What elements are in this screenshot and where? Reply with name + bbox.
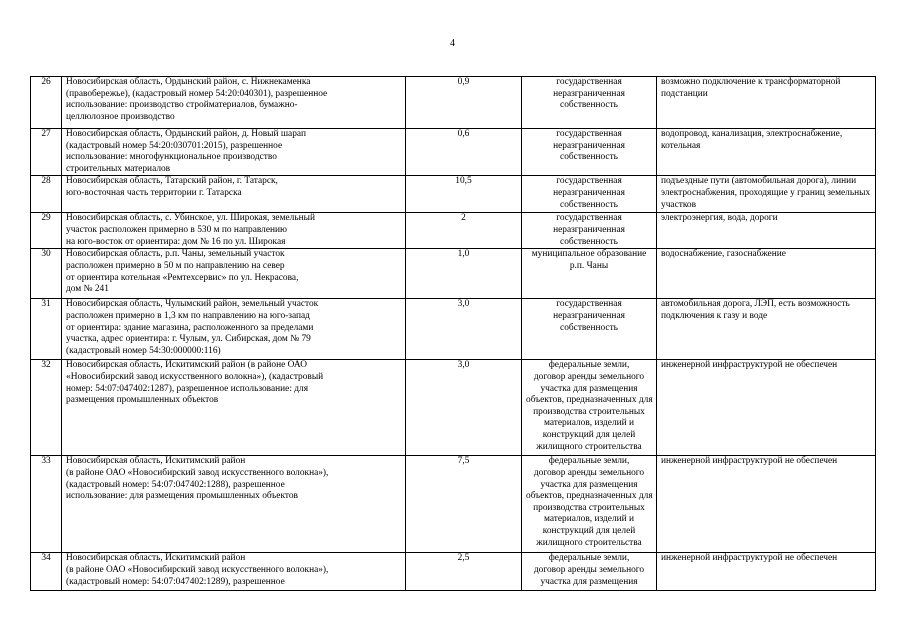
location-cell xyxy=(62,213,406,249)
location-cell-line: (в районе ОАО «Новосибирский завод искусственного волокна»), xyxy=(66,564,329,575)
location-cell-line: участка, адрес ориентира: г. Чулым, ул. Сибирская, дом № 79 xyxy=(66,334,311,345)
location-cell-line: от ориентира котельная «Ремтехсервис» по ул. Некрасова, xyxy=(66,272,299,283)
row-number-cell: 27 xyxy=(31,129,62,176)
ownership-cell xyxy=(522,249,657,299)
ownership-cell-line: собственность xyxy=(560,152,618,163)
row-number-cell: 30 xyxy=(31,249,62,299)
location-cell-line: на юго-восток от ориентира: дом № 16 по ул. Широкая xyxy=(66,236,286,247)
location-cell-line: от ориентира: здание магазина, расположенного за пределами xyxy=(66,322,314,333)
ownership-cell-line: государственная xyxy=(556,129,622,139)
infrastructure-cell xyxy=(657,553,876,591)
infrastructure-cell xyxy=(657,360,876,456)
infrastructure-cell-line: инженерной инфраструктурой не обеспечен xyxy=(661,456,838,467)
ownership-cell-line: объектов, предназначенных для xyxy=(526,395,653,406)
row-number-cell: 29 xyxy=(31,213,62,249)
ownership-cell-line: собственность xyxy=(560,100,618,111)
ownership-cell-line: конструкций для целей xyxy=(542,525,636,536)
area-cell: 7,5 xyxy=(406,456,522,553)
location-cell-line: (в районе ОАО «Новосибирский завод искусственного волокна»), xyxy=(66,467,329,478)
ownership-cell-line: договор аренды земельного xyxy=(533,467,645,478)
area-cell: 10,5 xyxy=(406,176,522,213)
infrastructure-cell-line: водопровод, канализация, электроснабжение, xyxy=(661,129,843,139)
ownership-cell xyxy=(522,77,657,129)
location-cell-line: Новосибирская область, Чулымский район, земельный участок xyxy=(66,299,319,310)
table-row xyxy=(31,553,876,591)
table-row xyxy=(31,129,876,176)
location-cell-line: Новосибирская область, Искитимский район xyxy=(66,553,246,564)
area-cell: 3,0 xyxy=(406,360,522,456)
ownership-cell-line: участка для размещения xyxy=(540,383,638,394)
infrastructure-cell-line: подстанции xyxy=(661,88,708,99)
location-cell xyxy=(62,553,406,591)
ownership-cell xyxy=(522,553,657,591)
ownership-cell xyxy=(522,176,657,213)
infrastructure-cell xyxy=(657,456,876,553)
area-cell: 2 xyxy=(406,213,522,249)
infrastructure-cell-line: электроснабжения, проходящие у границ земельных xyxy=(661,187,871,198)
location-cell-line: Новосибирская область, Ордынский район, с. Нижнекаменка xyxy=(66,77,311,87)
ownership-cell-line: собственность xyxy=(560,199,618,210)
ownership-cell xyxy=(522,299,657,360)
ownership-cell-line: неразграниченная xyxy=(553,88,625,99)
location-cell-line: (кадастровый номер 54:20:030701:2015), разрешенное xyxy=(66,140,283,151)
location-cell xyxy=(62,456,406,553)
row-number-cell: 32 xyxy=(31,360,62,456)
location-cell-line: Новосибирская область, р.п. Чаны, земельный участок xyxy=(66,249,285,260)
location-cell-line: номер: 54:07:047402:1287), разрешенное использование: для xyxy=(66,383,309,394)
ownership-cell-line: муниципальное образование xyxy=(531,249,647,260)
location-cell-line: (кадастровый номер: 54:07:047402:1289), разрешенное xyxy=(66,576,285,587)
location-cell-line: Новосибирская область, Искитимский район (в районе ОАО xyxy=(66,360,307,371)
infrastructure-cell-line: котельная xyxy=(661,140,701,151)
ownership-cell-line: неразграниченная xyxy=(553,140,625,151)
ownership-cell xyxy=(522,213,657,249)
location-cell-line: Новосибирская область, Ордынский район, д. Новый шарап xyxy=(66,129,306,139)
infrastructure-cell xyxy=(657,129,876,176)
ownership-cell-line: договор аренды земельного xyxy=(533,371,645,382)
land-plots-table xyxy=(30,76,876,591)
row-number-cell: 26 xyxy=(31,77,62,129)
location-cell-line: Новосибирская область, с. Убинское, ул. Широкая, земельный xyxy=(66,213,315,224)
infrastructure-cell-line: участков xyxy=(661,199,697,210)
ownership-cell-line: неразграниченная xyxy=(553,187,625,198)
ownership-cell-line: р.п. Чаны xyxy=(569,260,609,271)
ownership-cell-line: производства строительных xyxy=(533,406,645,417)
location-cell-line: использование: многофункциональное производство xyxy=(66,152,277,163)
ownership-cell-line: участка для размещения xyxy=(540,576,638,587)
infrastructure-cell-line: подъездные пути (автомобильная дорога), линии xyxy=(661,176,857,187)
ownership-cell-line: собственность xyxy=(560,236,618,247)
table-body xyxy=(31,77,876,591)
location-cell-line: размещения промышленных объектов xyxy=(66,395,219,406)
ownership-cell xyxy=(522,129,657,176)
ownership-cell-line: государственная xyxy=(556,299,622,310)
table-row xyxy=(31,299,876,360)
infrastructure-cell-line: возможно подключение к трансформаторной xyxy=(661,77,841,87)
location-cell-line: строительных материалов xyxy=(66,163,171,174)
ownership-cell-line: государственная xyxy=(556,213,622,224)
ownership-cell-line: неразграниченная xyxy=(553,310,625,321)
ownership-cell xyxy=(522,360,657,456)
area-cell: 0,6 xyxy=(406,129,522,176)
ownership-cell-line: производства строительных xyxy=(533,502,645,513)
area-cell: 3,0 xyxy=(406,299,522,360)
table-row xyxy=(31,456,876,553)
location-cell-line: Новосибирская область, Искитимский район xyxy=(66,456,246,467)
ownership-cell-line: государственная xyxy=(556,176,622,187)
infrastructure-cell-line: автомобильная дорога, ЛЭП, есть возможность xyxy=(661,299,850,310)
location-cell-line: расположен примерно в 50 м по направлению на север xyxy=(66,260,285,271)
table-row xyxy=(31,249,876,299)
infrastructure-cell-line: водоснабжение, газоснабжение xyxy=(661,249,786,260)
infrastructure-cell xyxy=(657,213,876,249)
ownership-cell-line: собственность xyxy=(560,322,618,333)
location-cell-line: (правобережье), (кадастровый номер 54:20:040301), разрешенное xyxy=(66,88,328,99)
ownership-cell-line: жилищного строительства xyxy=(536,441,642,452)
infrastructure-cell-line: инженерной инфраструктурой не обеспечен xyxy=(661,553,838,564)
table-row xyxy=(31,176,876,213)
row-number-cell: 31 xyxy=(31,299,62,360)
area-cell: 2,5 xyxy=(406,553,522,591)
location-cell xyxy=(62,249,406,299)
location-cell-line: расположен примерно в 1,3 км по направлению на юго-запад xyxy=(66,310,310,321)
infrastructure-cell-line: электроэнергия, вода, дороги xyxy=(661,213,778,224)
infrastructure-cell xyxy=(657,176,876,213)
ownership-cell-line: участка для размещения xyxy=(540,479,638,490)
infrastructure-cell-line: инженерной инфраструктурой не обеспечен xyxy=(661,360,838,371)
ownership-cell-line: жилищного строительства xyxy=(536,537,642,548)
row-number-cell: 28 xyxy=(31,176,62,213)
location-cell-line: дом № 241 xyxy=(66,284,109,295)
ownership-cell xyxy=(522,456,657,553)
ownership-cell-line: государственная xyxy=(556,77,622,87)
table-row xyxy=(31,213,876,249)
location-cell-line: «Новосибирский завод искусственного волокна»), (кадастровый xyxy=(66,371,324,382)
ownership-cell-line: объектов, предназначенных для xyxy=(526,491,653,502)
location-cell xyxy=(62,77,406,129)
ownership-cell-line: федеральные земли, xyxy=(548,553,630,564)
location-cell-line: целлюлозное производство xyxy=(66,111,175,122)
ownership-cell-line: договор аренды земельного xyxy=(533,564,645,575)
area-cell: 0,9 xyxy=(406,77,522,129)
ownership-cell-line: федеральные земли, xyxy=(548,360,630,371)
table-row xyxy=(31,77,876,129)
location-cell xyxy=(62,176,406,213)
location-cell-line: использование: производство стройматериалов, бумажно- xyxy=(66,100,298,111)
table-row xyxy=(31,360,876,456)
infrastructure-cell xyxy=(657,77,876,129)
infrastructure-cell xyxy=(657,299,876,360)
location-cell-line: юго-восточная часть территории г. Татарска xyxy=(66,187,242,198)
location-cell-line: (кадастровый номер: 54:07:047402:1288), разрешенное xyxy=(66,479,285,490)
ownership-cell-line: материалов, изделий и xyxy=(543,418,635,429)
location-cell xyxy=(62,299,406,360)
page-number: 4 xyxy=(450,38,455,49)
ownership-cell-line: конструкций для целей xyxy=(542,429,636,440)
location-cell-line: участок расположен примерно в 530 м по направлению xyxy=(66,224,288,235)
location-cell xyxy=(62,360,406,456)
ownership-cell-line: неразграниченная xyxy=(553,224,625,235)
ownership-cell-line: материалов, изделий и xyxy=(543,514,635,525)
infrastructure-cell xyxy=(657,249,876,299)
row-number-cell: 33 xyxy=(31,456,62,553)
location-cell xyxy=(62,129,406,176)
area-cell: 1,0 xyxy=(406,249,522,299)
location-cell-line: использование: для размещения промышленных объектов xyxy=(66,491,298,502)
location-cell-line: (кадастровый номер 54:30:000000:116) xyxy=(66,345,221,356)
row-number-cell: 34 xyxy=(31,553,62,591)
ownership-cell-line: федеральные земли, xyxy=(548,456,630,467)
location-cell-line: Новосибирская область, Татарский район, г. Татарск, xyxy=(66,176,278,187)
infrastructure-cell-line: подключения к газу и воде xyxy=(661,310,768,321)
